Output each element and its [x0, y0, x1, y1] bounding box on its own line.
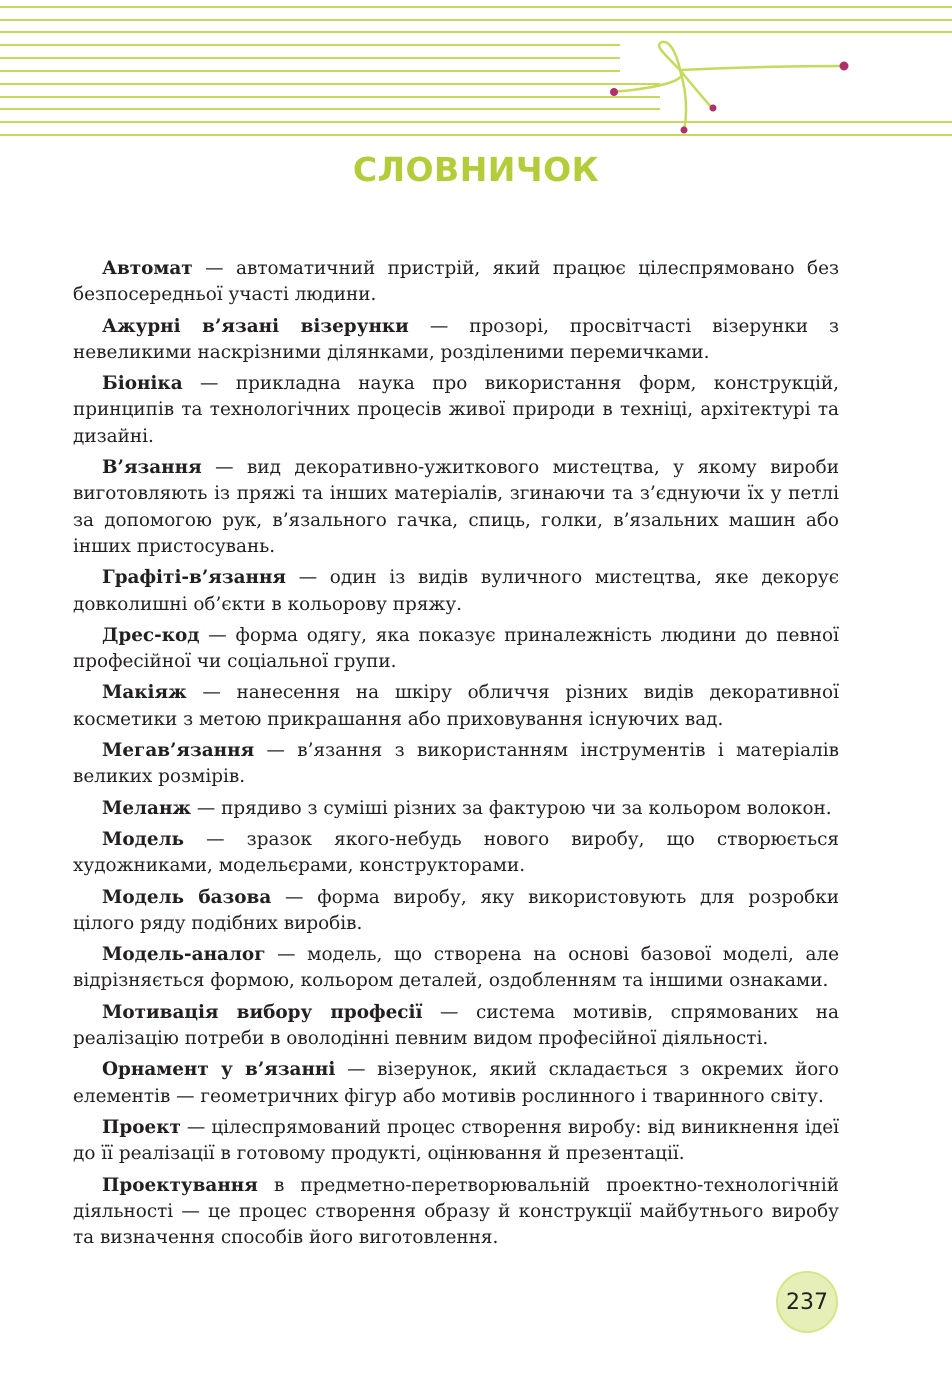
glossary-term: Мотивація вибору професії — [102, 1001, 423, 1023]
glossary-definition: — в’язання з використанням інструментів і матеріалів великих розмірів. — [73, 740, 839, 788]
glossary-entry — [73, 942, 839, 995]
glossary-entry — [73, 1173, 839, 1252]
page-number-badge: 237 — [776, 1271, 838, 1333]
glossary-term: Орнамент у в’язанні — [102, 1059, 336, 1081]
glossary-entry — [73, 885, 839, 938]
ribbon-bow-decoration — [600, 30, 860, 150]
glossary-term: Модель-аналог — [102, 944, 266, 966]
glossary-entry — [73, 371, 839, 450]
header-stripe — [0, 108, 660, 110]
glossary-definition: — прядиво з суміші різних за фактурою чи за кольором волокон. — [190, 797, 832, 819]
glossary-entry — [73, 256, 839, 309]
glossary-entry — [73, 455, 839, 560]
header-stripe — [0, 44, 620, 46]
glossary-list — [73, 256, 839, 1256]
glossary-term: Біоніка — [102, 373, 183, 395]
glossary-term: Автомат — [102, 258, 193, 279]
glossary-entry — [73, 565, 839, 618]
header-stripe — [0, 6, 952, 8]
glossary-definition: — автоматичний пристрій, який працює цілеспрямовано без безпосередньої участі людини. — [73, 258, 839, 306]
glossary-definition: — цілеспрямований процес створення виробу: від виникнення ідеї до її реалізації в готовому продукті, оцінювання й презентації. — [73, 1116, 839, 1165]
glossary-definition: — прозорі, просвітчасті візерунки з невеликими наскрізними ділянками, розділеними перемичками. — [73, 315, 839, 363]
glossary-entry — [73, 827, 839, 880]
page-title: СЛОВНИЧОК — [352, 150, 600, 189]
glossary-term: Модель — [102, 828, 185, 850]
glossary-definition: — система мотивів, спрямованих на реалізацію потреби в оволодінні певним видом професійної діяльності. — [73, 1001, 839, 1050]
glossary-entry — [73, 1057, 839, 1110]
header-stripe — [0, 96, 660, 98]
glossary-entry — [73, 623, 839, 676]
header-stripe — [0, 19, 952, 21]
glossary-term: Мегав’язання — [102, 740, 255, 762]
header-stripe — [0, 83, 660, 85]
glossary-term: В’язання — [102, 457, 202, 479]
glossary-definition: — прикладна наука про використання форм, конструкцій, принципів та технологічних процесів живої природи в техніці, архітектурі та дизайні. — [73, 373, 839, 447]
glossary-term: Проектування — [102, 1174, 258, 1196]
glossary-definition: — нанесення на шкіру обличчя різних видів декоративної косметики з метою прикрашання або приховування існуючих вад. — [73, 682, 839, 730]
glossary-term: Дрес-код — [102, 624, 200, 646]
glossary-entry — [73, 680, 839, 733]
glossary-definition: — форма одягу, яка показує приналежність людини до певної професійної чи соціальної групи. — [73, 624, 839, 673]
glossary-definition: — зразок якого-небудь нового виробу, що створюється художниками, модельєрами, конструкторами. — [73, 828, 839, 877]
glossary-entry — [73, 314, 839, 367]
glossary-definition: — один із видів вуличного мистецтва, яке декорує довколишні об’єкти в кольорову пряжу. — [73, 567, 839, 615]
header-stripe — [0, 70, 620, 72]
glossary-term: Проект — [102, 1116, 181, 1138]
glossary-term: Меланж — [102, 797, 191, 819]
glossary-term: Макіяж — [102, 682, 187, 704]
glossary-definition: — візерунок, який складається з окремих його елементів — геометричних фігур або мотивів рослинного і тваринного світу. — [73, 1059, 839, 1107]
header-stripe — [0, 57, 620, 59]
glossary-definition: — модель, що створена на основі базової моделі, але відрізняється формою, кольором деталей, оздобленням та іншими ознаками. — [73, 944, 839, 992]
glossary-entry — [73, 1115, 839, 1168]
glossary-definition: в предметно-перетворювальній проектно-технологічній діяльності — це процес створення образу й конструкції майбутнього виробу та визначення способів його виготовлення. — [73, 1174, 839, 1249]
glossary-entry — [73, 1000, 839, 1053]
glossary-entry — [73, 796, 839, 822]
glossary-term: Графіті-в’язання — [102, 567, 286, 589]
glossary-term: Ажурні в’язані візерунки — [102, 315, 409, 337]
glossary-entry — [73, 738, 839, 791]
glossary-definition: — форма виробу, яку використовують для розробки цілого ряду подібних виробів. — [73, 886, 839, 934]
glossary-definition: — вид декоративно-ужиткового мистецтва, у якому вироби виготовляють із пряжі та інших матеріалів, згинаючи та з’єднуючи їх у петлі за допомогою рук, в’язального гачка, спиць, голки, в’язальних машин або інших пристосувань. — [73, 457, 839, 557]
glossary-term: Модель базова — [102, 886, 272, 908]
